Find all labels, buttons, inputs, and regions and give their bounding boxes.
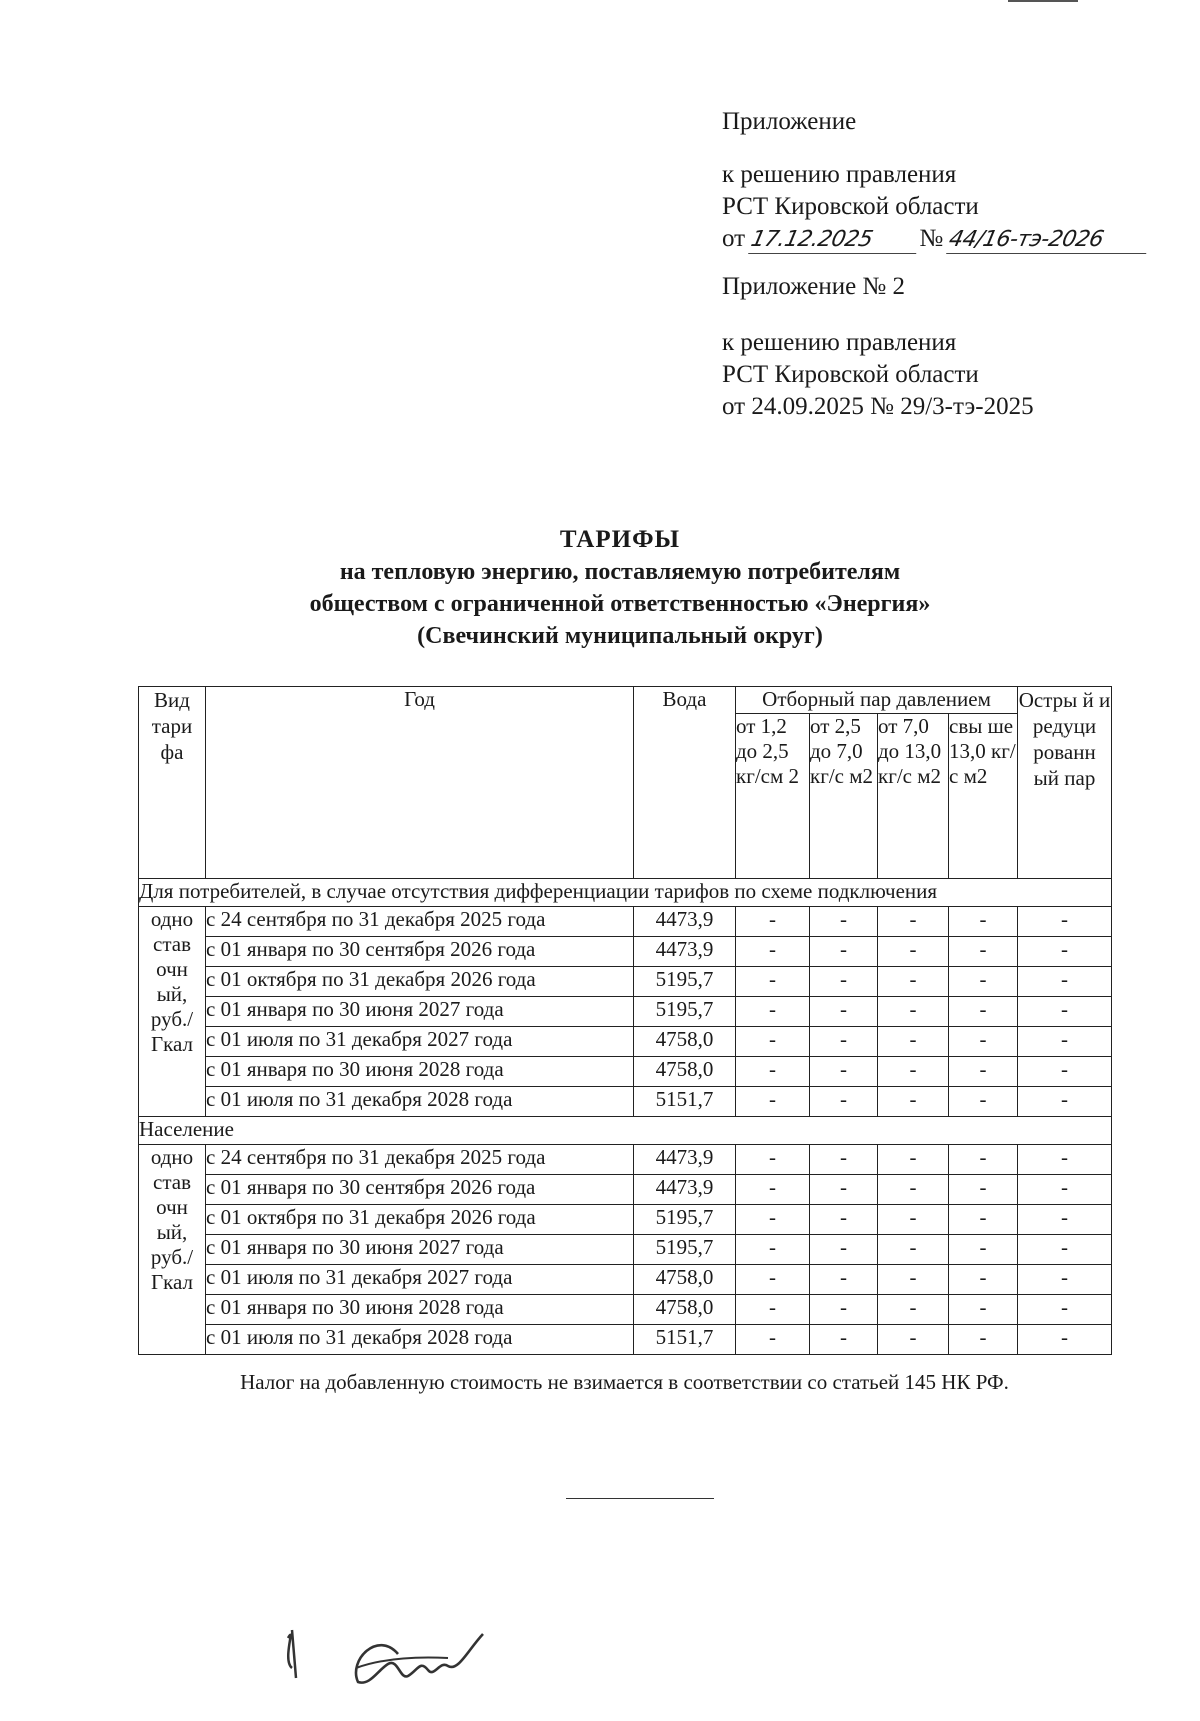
empty-tariff-cell: - xyxy=(1018,1235,1112,1265)
empty-tariff-cell: - xyxy=(878,1295,949,1325)
empty-tariff-cell: - xyxy=(736,997,810,1027)
tariff-kind: одно став очн ый, руб./ Гкал xyxy=(139,907,206,1117)
empty-tariff-cell: - xyxy=(878,937,949,967)
period-cell: с 01 июля по 31 декабря 2028 года xyxy=(206,1325,634,1355)
empty-tariff-cell: - xyxy=(736,1145,810,1175)
empty-tariff-cell: - xyxy=(810,937,878,967)
appendix-line: Приложение xyxy=(722,108,857,135)
empty-tariff-cell: - xyxy=(949,937,1018,967)
empty-tariff-cell: - xyxy=(1018,1325,1112,1355)
table-row xyxy=(139,1265,1112,1295)
table-row xyxy=(139,1295,1112,1325)
table-row xyxy=(139,907,1112,937)
water-tariff-cell: 5195,7 xyxy=(634,967,736,997)
water-tariff-cell: 4473,9 xyxy=(634,907,736,937)
header-sharp-steam: Остры й и редуци рованн ый пар xyxy=(1018,687,1112,879)
empty-tariff-cell: - xyxy=(878,1205,949,1235)
empty-tariff-cell: - xyxy=(810,1265,878,1295)
header-steam-1: от 1,2 до 2,5 кг/см 2 xyxy=(736,714,810,879)
empty-tariff-cell: - xyxy=(736,1325,810,1355)
empty-tariff-cell: - xyxy=(949,1087,1018,1117)
empty-tariff-cell: - xyxy=(1018,907,1112,937)
period-cell: с 01 октября по 31 декабря 2026 года xyxy=(206,967,634,997)
appendix-line: РСТ Кировской области xyxy=(722,361,979,388)
empty-tariff-cell: - xyxy=(736,937,810,967)
empty-tariff-cell: - xyxy=(949,1175,1018,1205)
section-title: Для потребителей, в случае отсутствия дифференциации тарифов по схеме подключения xyxy=(139,879,1112,907)
title-main: ТАРИФЫ xyxy=(559,526,681,553)
empty-tariff-cell: - xyxy=(1018,1175,1112,1205)
water-tariff-cell: 4758,0 xyxy=(634,1265,736,1295)
empty-tariff-cell: - xyxy=(736,1265,810,1295)
vat-note: Налог на добавленную стоимость не взимается в соответствии со статьей 145 НК РФ. xyxy=(240,1370,1009,1394)
handwritten-number: 44/16-тэ-2026 xyxy=(947,227,1153,254)
empty-tariff-cell: - xyxy=(736,967,810,997)
table-row xyxy=(139,937,1112,967)
title-line: на тепловую энергию, поставляемую потребителям xyxy=(339,559,901,585)
empty-tariff-cell: - xyxy=(1018,1057,1112,1087)
empty-tariff-cell: - xyxy=(949,1265,1018,1295)
end-line xyxy=(566,1498,714,1499)
appendix-line: к решению правления xyxy=(722,161,957,188)
empty-tariff-cell: - xyxy=(810,1175,878,1205)
appendix-ot: от xyxy=(722,225,746,252)
appendix-line: РСТ Кировской области xyxy=(722,193,979,220)
tariff-kind: одно став очн ый, руб./ Гкал xyxy=(139,1145,206,1355)
empty-tariff-cell: - xyxy=(736,907,810,937)
appendix-line: от 24.09.2025 № 29/3-тэ-2025 xyxy=(722,393,1034,420)
table-row xyxy=(139,1235,1112,1265)
section-title: Население xyxy=(139,1117,1112,1145)
document-title xyxy=(140,524,1100,652)
empty-tariff-cell: - xyxy=(810,1235,878,1265)
water-tariff-cell: 4473,9 xyxy=(634,1175,736,1205)
empty-tariff-cell: - xyxy=(949,1235,1018,1265)
period-cell: с 01 января по 30 июня 2028 года xyxy=(206,1057,634,1087)
appendix-line: к решению правления xyxy=(722,329,957,356)
empty-tariff-cell: - xyxy=(878,967,949,997)
period-cell: с 01 января по 30 июня 2028 года xyxy=(206,1295,634,1325)
header-year: Год xyxy=(206,687,634,879)
empty-tariff-cell: - xyxy=(949,1145,1018,1175)
empty-tariff-cell: - xyxy=(810,1205,878,1235)
water-tariff-cell: 5151,7 xyxy=(634,1325,736,1355)
table-row xyxy=(139,1175,1112,1205)
period-cell: с 01 июля по 31 декабря 2027 года xyxy=(206,1027,634,1057)
empty-tariff-cell: - xyxy=(878,1027,949,1057)
empty-tariff-cell: - xyxy=(1018,967,1112,997)
handwritten-date: 17.12.2025 xyxy=(748,227,922,254)
empty-tariff-cell: - xyxy=(736,1087,810,1117)
period-cell: с 24 сентября по 31 декабря 2025 года xyxy=(206,1145,634,1175)
appendix-line: Приложение № 2 xyxy=(722,273,906,300)
empty-tariff-cell: - xyxy=(1018,1027,1112,1057)
period-cell: с 01 января по 30 сентября 2026 года xyxy=(206,1175,634,1205)
empty-tariff-cell: - xyxy=(810,1295,878,1325)
water-tariff-cell: 4758,0 xyxy=(634,1295,736,1325)
empty-tariff-cell: - xyxy=(810,1145,878,1175)
empty-tariff-cell: - xyxy=(878,1087,949,1117)
water-tariff-cell: 5195,7 xyxy=(634,997,736,1027)
empty-tariff-cell: - xyxy=(1018,937,1112,967)
tariff-table xyxy=(138,686,1112,1355)
empty-tariff-cell: - xyxy=(736,1027,810,1057)
header-kind: Вид тари фа xyxy=(139,687,206,879)
empty-tariff-cell: - xyxy=(878,1057,949,1087)
table-row xyxy=(139,1325,1112,1355)
water-tariff-cell: 4473,9 xyxy=(634,937,736,967)
empty-tariff-cell: - xyxy=(810,1027,878,1057)
water-tariff-cell: 4758,0 xyxy=(634,1027,736,1057)
empty-tariff-cell: - xyxy=(878,997,949,1027)
empty-tariff-cell: - xyxy=(810,1057,878,1087)
empty-tariff-cell: - xyxy=(810,997,878,1027)
empty-tariff-cell: - xyxy=(810,967,878,997)
table-row xyxy=(139,997,1112,1027)
empty-tariff-cell: - xyxy=(949,1057,1018,1087)
empty-tariff-cell: - xyxy=(878,1325,949,1355)
empty-tariff-cell: - xyxy=(736,1205,810,1235)
signature xyxy=(278,1620,518,1695)
header-water: Вода xyxy=(634,687,736,879)
table-row xyxy=(139,967,1112,997)
empty-tariff-cell: - xyxy=(1018,1145,1112,1175)
water-tariff-cell: 5195,7 xyxy=(634,1205,736,1235)
empty-tariff-cell: - xyxy=(949,1325,1018,1355)
empty-tariff-cell: - xyxy=(1018,1295,1112,1325)
empty-tariff-cell: - xyxy=(736,1175,810,1205)
empty-tariff-cell: - xyxy=(878,1175,949,1205)
empty-tariff-cell: - xyxy=(949,997,1018,1027)
empty-tariff-cell: - xyxy=(949,967,1018,997)
header-steam-4: свы ше 13,0 кг/с м2 xyxy=(949,714,1018,879)
period-cell: с 01 января по 30 июня 2027 года xyxy=(206,997,634,1027)
empty-tariff-cell: - xyxy=(878,1265,949,1295)
top-edge-mark xyxy=(1008,0,1078,5)
appendix-date-line xyxy=(722,223,1149,255)
header-steam-2: от 2,5 до 7,0 кг/с м2 xyxy=(810,714,878,879)
water-tariff-cell: 5195,7 xyxy=(634,1235,736,1265)
empty-tariff-cell: - xyxy=(736,1057,810,1087)
table-row xyxy=(139,1057,1112,1087)
empty-tariff-cell: - xyxy=(736,1235,810,1265)
appendix-block xyxy=(722,106,1149,423)
title-line: обществом с ограниченной ответственностью «Энергия» xyxy=(309,591,931,617)
empty-tariff-cell: - xyxy=(949,1027,1018,1057)
empty-tariff-cell: - xyxy=(1018,997,1112,1027)
period-cell: с 24 сентября по 31 декабря 2025 года xyxy=(206,907,634,937)
empty-tariff-cell: - xyxy=(1018,1087,1112,1117)
water-tariff-cell: 5151,7 xyxy=(634,1087,736,1117)
period-cell: с 01 января по 30 июня 2027 года xyxy=(206,1235,634,1265)
table-row xyxy=(139,1087,1112,1117)
period-cell: с 01 октября по 31 декабря 2026 года xyxy=(206,1205,634,1235)
empty-tariff-cell: - xyxy=(810,1325,878,1355)
empty-tariff-cell: - xyxy=(1018,1205,1112,1235)
header-steam-3: от 7,0 до 13,0 кг/с м2 xyxy=(878,714,949,879)
water-tariff-cell: 4473,9 xyxy=(634,1145,736,1175)
water-tariff-cell: 4758,0 xyxy=(634,1057,736,1087)
empty-tariff-cell: - xyxy=(810,1087,878,1117)
empty-tariff-cell: - xyxy=(878,1235,949,1265)
header-steam: Отборный пар давлением xyxy=(736,687,1018,714)
empty-tariff-cell: - xyxy=(736,1295,810,1325)
period-cell: с 01 июля по 31 декабря 2028 года xyxy=(206,1087,634,1117)
title-line: (Свечинский муниципальный округ) xyxy=(417,623,823,649)
empty-tariff-cell: - xyxy=(1018,1265,1112,1295)
empty-tariff-cell: - xyxy=(878,907,949,937)
period-cell: с 01 января по 30 сентября 2026 года xyxy=(206,937,634,967)
empty-tariff-cell: - xyxy=(810,907,878,937)
empty-tariff-cell: - xyxy=(949,907,1018,937)
number-sign: № xyxy=(919,225,944,252)
table-row xyxy=(139,1027,1112,1057)
table-row xyxy=(139,1145,1112,1175)
empty-tariff-cell: - xyxy=(949,1295,1018,1325)
empty-tariff-cell: - xyxy=(949,1205,1018,1235)
empty-tariff-cell: - xyxy=(878,1145,949,1175)
period-cell: с 01 июля по 31 декабря 2027 года xyxy=(206,1265,634,1295)
table-row xyxy=(139,1205,1112,1235)
